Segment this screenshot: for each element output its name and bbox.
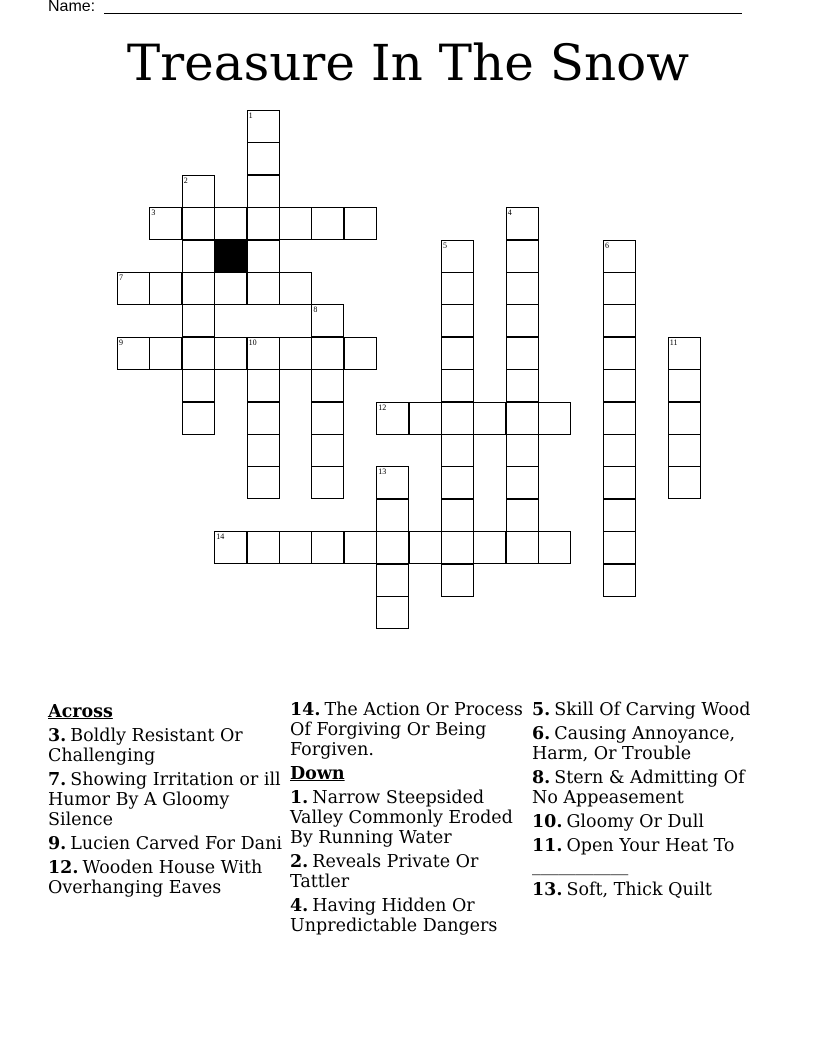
- clue-item: [48, 770, 284, 830]
- grid-cell[interactable]: [603, 466, 636, 499]
- grid-cell[interactable]: [247, 369, 280, 402]
- clue-column-3: [532, 700, 768, 904]
- grid-cell[interactable]: [538, 402, 571, 435]
- grid-cell[interactable]: [311, 402, 344, 435]
- grid-cell[interactable]: [182, 337, 215, 370]
- grid-cell[interactable]: [603, 304, 636, 337]
- clue-item: [532, 768, 768, 808]
- grid-cell[interactable]: [506, 466, 539, 499]
- clue-number: 12: [378, 402, 387, 412]
- clue-number: 2: [183, 175, 188, 185]
- clue-number: 7: [119, 273, 123, 282]
- grid-cell[interactable]: [376, 402, 409, 435]
- clue-item-number: 11.: [532, 836, 563, 856]
- clue-item-text: Causing Annoyance, Harm, Or Trouble: [532, 724, 736, 764]
- clue-number: 6: [605, 240, 609, 250]
- grid-cell[interactable]: [311, 304, 344, 337]
- clue-item: [290, 700, 526, 760]
- grid-cell[interactable]: [441, 564, 474, 597]
- grid-cell[interactable]: [603, 240, 636, 273]
- grid-cell[interactable]: [247, 207, 280, 240]
- grid-cell[interactable]: [279, 207, 312, 240]
- across-heading: Across: [48, 702, 113, 722]
- grid-cell[interactable]: [441, 304, 474, 337]
- clue-item-number: 7.: [48, 770, 67, 790]
- grid-cell[interactable]: [506, 304, 539, 337]
- clue-item-text: Soft, Thick Quilt: [566, 880, 712, 900]
- grid-cell[interactable]: [603, 402, 636, 435]
- grid-cell[interactable]: [311, 369, 344, 402]
- grid-cell[interactable]: [506, 207, 539, 240]
- grid-cell[interactable]: [247, 531, 280, 564]
- clue-item-text: Wooden House With Overhanging Eaves: [48, 858, 263, 898]
- grid-cell[interactable]: [506, 272, 539, 305]
- clue-number: 11: [669, 337, 678, 347]
- grid-cell[interactable]: [668, 434, 701, 467]
- clue-item: [48, 726, 284, 766]
- grid-cell[interactable]: [668, 369, 701, 402]
- grid-cell[interactable]: [117, 272, 150, 305]
- grid-cell[interactable]: [247, 175, 280, 208]
- down-heading: Down: [290, 764, 345, 784]
- grid-cell[interactable]: [441, 466, 474, 499]
- grid-cell[interactable]: [117, 337, 150, 370]
- grid-cell[interactable]: [247, 337, 280, 370]
- clue-number: 5: [443, 240, 447, 250]
- name-label: Name:: [48, 0, 96, 15]
- grid-cell[interactable]: [149, 207, 182, 240]
- grid-cell[interactable]: [182, 304, 215, 337]
- down-clue-list-continued: [532, 700, 768, 900]
- grid-cell[interactable]: [279, 531, 312, 564]
- grid-cell[interactable]: [668, 402, 701, 435]
- clue-item-number: 6.: [532, 724, 551, 744]
- grid-cell[interactable]: [473, 531, 506, 564]
- clue-item-number: 8.: [532, 768, 551, 788]
- clue-item: [532, 700, 768, 720]
- clue-item-number: 10.: [532, 812, 563, 832]
- clue-item-text: The Action Or Process Of Forgiving Or Being Forgiven.: [290, 700, 523, 760]
- grid-cell[interactable]: [344, 337, 377, 370]
- clue-item-number: 14.: [290, 700, 321, 720]
- grid-cell[interactable]: [376, 499, 409, 532]
- clue-item-number: 4.: [290, 896, 309, 916]
- clue-number: 13: [378, 467, 387, 477]
- grid-cell[interactable]: [182, 402, 215, 435]
- clue-item: [532, 724, 768, 764]
- puzzle-title: Treasure In The Snow: [126, 34, 690, 92]
- grid-cell[interactable]: [441, 272, 474, 305]
- grid-cell[interactable]: [506, 369, 539, 402]
- clue-column-2: [290, 700, 526, 940]
- clue-column-1: [48, 700, 284, 902]
- clue-item-text: Stern & Admitting Of No Appeasement: [532, 768, 745, 808]
- grid-cell[interactable]: [668, 466, 701, 499]
- clue-item-text: Gloomy Or Dull: [566, 812, 704, 832]
- clue-item-number: 9.: [48, 834, 67, 854]
- clue-item-number: 5.: [532, 700, 551, 720]
- grid-cell[interactable]: [473, 402, 506, 435]
- grid-cell[interactable]: [603, 337, 636, 370]
- clue-number: 1: [248, 111, 253, 120]
- clue-number: 14: [216, 532, 225, 542]
- grid-cell[interactable]: [149, 337, 182, 370]
- grid-cell[interactable]: [603, 369, 636, 402]
- grid-cell[interactable]: [376, 564, 409, 597]
- clue-item-number: 1.: [290, 788, 309, 808]
- clue-number: 8: [313, 305, 318, 315]
- grid-cell[interactable]: [441, 402, 474, 435]
- grid-cell[interactable]: [247, 240, 280, 273]
- grid-cell[interactable]: [247, 142, 280, 175]
- clue-item: [532, 836, 768, 876]
- grid-cell[interactable]: [149, 272, 182, 305]
- grid-cell[interactable]: [441, 499, 474, 532]
- down-clue-list: [290, 788, 526, 936]
- grid-cell[interactable]: [603, 272, 636, 305]
- grid-cell[interactable]: [409, 402, 442, 435]
- grid-cell[interactable]: [182, 369, 215, 402]
- grid-cell[interactable]: [506, 402, 539, 435]
- clue-item-text: Skill Of Carving Wood: [554, 700, 751, 720]
- grid-cell[interactable]: [311, 531, 344, 564]
- grid-cell[interactable]: [603, 531, 636, 564]
- clue-item: [48, 858, 284, 898]
- clue-item-number: 3.: [48, 726, 67, 746]
- grid-cell[interactable]: [214, 531, 247, 564]
- clue-item-text: Reveals Private Or Tattler: [290, 852, 479, 892]
- grid-cell[interactable]: [214, 337, 247, 370]
- grid-cell[interactable]: [603, 434, 636, 467]
- clue-number: 10: [248, 337, 257, 347]
- grid-cell[interactable]: [214, 207, 247, 240]
- clue-item: [290, 896, 526, 936]
- grid-cell[interactable]: [182, 207, 215, 240]
- grid-cell[interactable]: [376, 596, 409, 629]
- clue-item-number: 13.: [532, 880, 563, 900]
- grid-cell[interactable]: [247, 402, 280, 435]
- grid-cell[interactable]: [279, 337, 312, 370]
- grid-cell[interactable]: [441, 240, 474, 273]
- grid-cell[interactable]: [506, 337, 539, 370]
- grid-cell[interactable]: [311, 207, 344, 240]
- clue-number: 4: [507, 208, 512, 218]
- grid-cell[interactable]: [668, 337, 701, 370]
- black-cell: [214, 240, 247, 273]
- grid-cell[interactable]: [376, 531, 409, 564]
- grid-cell[interactable]: [247, 466, 280, 499]
- clue-number: 3: [151, 208, 156, 218]
- clue-number: 9: [119, 337, 123, 347]
- clue-item-text: Having Hidden Or Unpredictable Dangers: [290, 896, 498, 936]
- across-clue-list-continued: [290, 700, 526, 760]
- grid-cell[interactable]: [247, 110, 280, 143]
- grid-cell[interactable]: [603, 564, 636, 597]
- clue-item: [532, 880, 768, 900]
- grid-cell[interactable]: [441, 337, 474, 370]
- grid-cell[interactable]: [506, 499, 539, 532]
- grid-cell[interactable]: [441, 531, 474, 564]
- clue-item-text: Lucien Carved For Dani: [70, 834, 282, 854]
- grid-cell[interactable]: [247, 272, 280, 305]
- grid-cell[interactable]: [214, 272, 247, 305]
- clue-item: [290, 788, 526, 848]
- clue-item: [48, 834, 284, 854]
- clue-item-text: Narrow Steepsided Valley Commonly Eroded By Running Water: [290, 788, 513, 848]
- grid-cell[interactable]: [409, 531, 442, 564]
- grid-cell[interactable]: [182, 175, 215, 208]
- clue-item: [532, 812, 768, 832]
- grid-cell[interactable]: [506, 434, 539, 467]
- grid-cell[interactable]: [311, 337, 344, 370]
- grid-cell[interactable]: [603, 499, 636, 532]
- grid-cell[interactable]: [506, 531, 539, 564]
- clue-item-number: 2.: [290, 852, 309, 872]
- clue-item-text: Open Your Heat To ___________: [532, 836, 735, 876]
- grid-cell[interactable]: [441, 369, 474, 402]
- clue-item-number: 12.: [48, 858, 79, 878]
- grid-cell[interactable]: [344, 531, 377, 564]
- grid-cell[interactable]: [311, 466, 344, 499]
- grid-cell[interactable]: [279, 272, 312, 305]
- grid-cell[interactable]: [376, 466, 409, 499]
- grid-cell[interactable]: [538, 531, 571, 564]
- clue-item-text: Showing Irritation or ill Humor By A Gloomy Silence: [48, 770, 281, 830]
- clue-item: [290, 852, 526, 892]
- clue-item-text: Boldly Resistant Or Challenging: [48, 726, 243, 766]
- grid-cell[interactable]: [441, 434, 474, 467]
- grid-cell[interactable]: [247, 434, 280, 467]
- across-clue-list: [48, 726, 284, 898]
- grid-cell[interactable]: [344, 207, 377, 240]
- grid-cell[interactable]: [311, 434, 344, 467]
- grid-cell[interactable]: [182, 240, 215, 273]
- grid-cell[interactable]: [506, 240, 539, 273]
- grid-cell[interactable]: [182, 272, 215, 305]
